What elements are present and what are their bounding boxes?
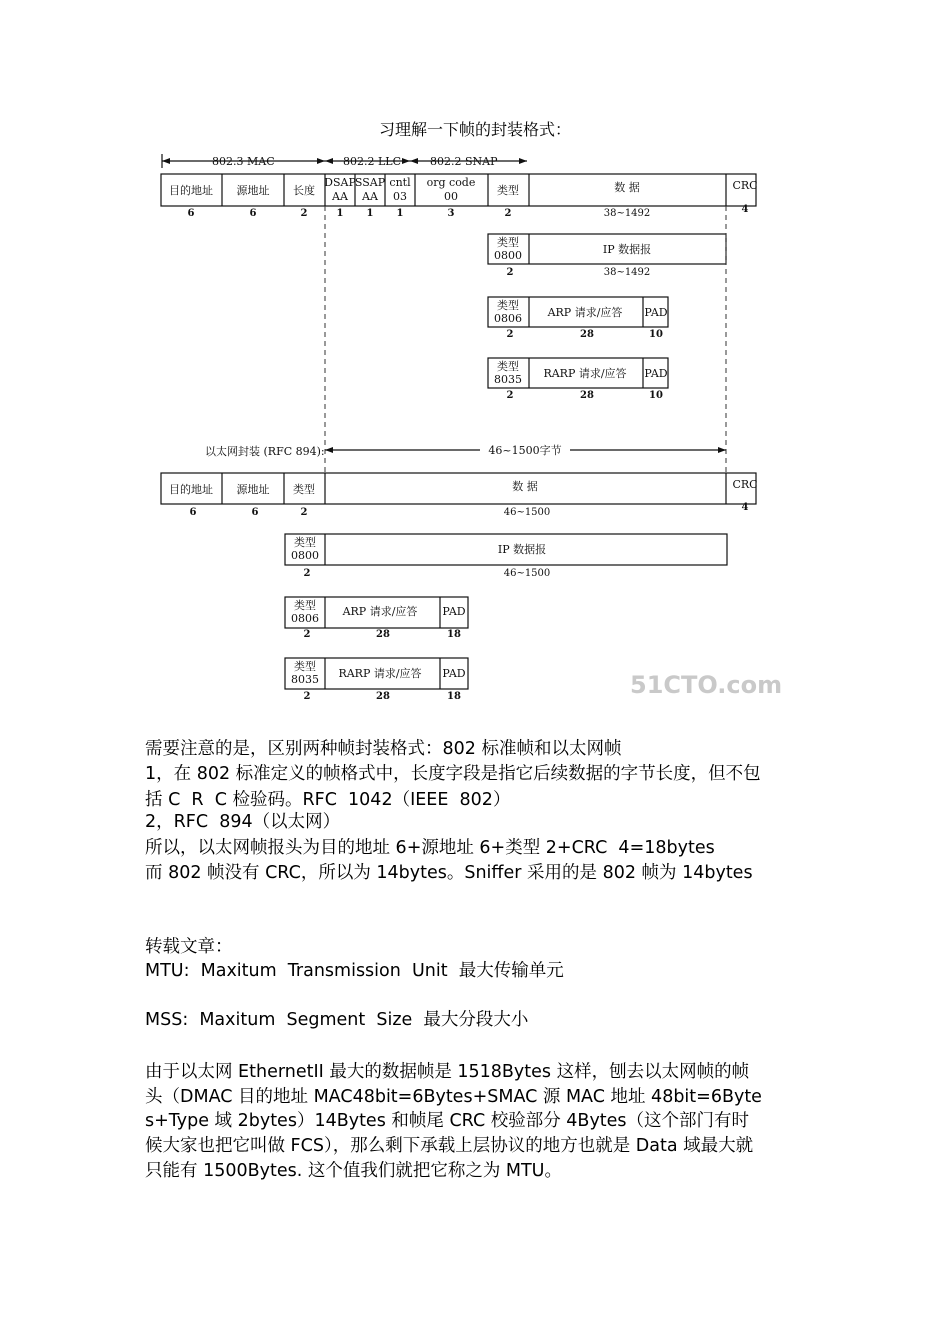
size-crc: 4 [741,204,749,215]
sub-size: 28 [376,691,390,702]
sub-size: 10 [649,390,663,401]
sub-size: 10 [649,329,663,340]
body-paragraph: 只能有 1500Bytes. 这个值我们就把它称之为 MTU。 [145,1161,562,1181]
sub-type-code: 8035 [494,373,522,386]
note-paragraph: 而 802 帧没有 CRC，所以为 14bytes。Sniffer 采用的是 802 帧为 14bytes [145,863,753,883]
sub-size: 2 [303,691,311,702]
note-paragraph: 所以，以太网帧报头为目的地址 6+源地址 6+类型 2+CRC 4=18bytes [145,838,715,858]
mss-definition: MSS: Maxitum Segment Size 最大分段大小 [145,1010,529,1030]
sub-type-label: 类型 [497,299,519,312]
note-paragraph: 1，在 802 标准定义的帧格式中，长度字段是指它后续数据的字节长度，但不包 [145,764,761,784]
sub-type-code: 0800 [291,549,319,562]
sub-pad: PAD [442,667,466,680]
ethernet-caption: 以太网封装 (RFC 894): [205,445,325,458]
size-data: 46~1500 [503,507,551,518]
page-heading: 习理解一下帧的封装格式： [378,120,571,139]
size-ssap: 1 [366,208,374,219]
size-crc: 4 [741,502,749,513]
sub-type-code: 0806 [291,612,319,625]
field-data: 数 据 [512,480,538,493]
size-dsap: 1 [336,208,344,219]
sub-type-label: 类型 [294,599,316,612]
size-src: 6 [251,507,259,518]
sub-size: 28 [580,390,594,401]
sub-pad: PAD [644,367,668,380]
body-paragraph: 头（DMAC 目的地址 MAC48bit=6Bytes+SMAC 源 MAC 地址 48bit=6Byte [145,1087,762,1107]
sub-size: 18 [447,691,461,702]
span-label-8022-snap: 802.2 SNAP [430,155,498,168]
sub-payload: RARP 请求/应答 [543,367,627,380]
body-paragraph: 由于以太网 EthernetII 最大的数据帧是 1518Bytes 这样，刨去以太网帧的帧 [145,1062,750,1082]
note-paragraph: 2，RFC 894（以太网） [145,812,341,832]
sub-size: 18 [447,629,461,640]
sub-size: 2 [303,629,311,640]
ethernet-range: 46~1500字节 [488,444,562,457]
size-dest: 6 [187,208,195,219]
field-cntl: cntl [389,176,411,189]
size-src: 6 [249,208,257,219]
sub-size: 28 [580,329,594,340]
sub-type-code: 0806 [494,312,522,325]
body-paragraph: 候大家也把它叫做 FCS），那么剩下承载上层协议的地方也就是 Data 域最大就 [145,1136,754,1156]
sub-type-code: 8035 [291,673,319,686]
span-label-8022-llc: 802.2 LLC [343,155,402,168]
field-dest-addr: 目的地址 [169,184,213,197]
size-dest: 6 [189,507,197,518]
sub-size: 2 [506,390,514,401]
size-cntl: 1 [396,208,404,219]
field-dest-addr: 目的地址 [169,483,213,496]
sub-pad: PAD [644,306,668,319]
field-org-code-value: 00 [444,190,458,203]
sub-type-label: 类型 [294,536,316,549]
sub-size: 2 [506,267,514,278]
field-ssap-value: AA [362,190,378,203]
sub-type-label: 类型 [497,236,519,249]
sub-size: 46~1500 [503,568,551,579]
watermark-logo: 51CTO.com [630,671,783,699]
sub-payload: ARP 请求/应答 [547,306,623,319]
field-type: 类型 [497,184,519,197]
sub-size: 2 [303,568,311,579]
sub-payload: IP 数据报 [602,243,652,256]
repost-label: 转载文章： [145,937,233,957]
mtu-definition: MTU: Maxitum Transmission Unit 最大传输单元 [145,961,564,981]
size-type: 2 [300,507,308,518]
sub-payload: IP 数据报 [497,543,547,556]
note-paragraph: 需要注意的是，区别两种帧封装格式：802 标准帧和以太网帧 [145,739,622,759]
field-ssap: SSAP [354,176,386,189]
sub-payload: ARP 请求/应答 [342,605,418,618]
sub-size: 28 [376,629,390,640]
field-data: 数 据 [614,181,640,194]
size-type: 2 [504,208,512,219]
size-length: 2 [300,208,308,219]
sub-type-code: 0800 [494,249,522,262]
sub-type-label: 类型 [497,360,519,373]
field-src-addr: 源地址 [236,184,270,197]
sub-size: 38~1492 [603,267,651,278]
field-cntl-value: 03 [393,190,407,203]
sub-payload: RARP 请求/应答 [338,667,422,680]
body-paragraph: s+Type 域 2bytes）14Bytes 和帧尾 CRC 校验部分 4Bytes（这个部门有时 [145,1111,750,1131]
field-crc: CRC [732,478,758,491]
field-src-addr: 源地址 [236,483,270,496]
sub-size: 2 [506,329,514,340]
size-data: 38~1492 [603,208,651,219]
field-length: 长度 [293,184,315,197]
field-dsap: DSAP [324,176,356,189]
note-paragraph: 括 C R C 检验码。RFC 1042（IEEE 802） [145,790,511,810]
field-type: 类型 [293,483,315,496]
sub-pad: PAD [442,605,466,618]
field-org-code: org code [426,176,476,189]
field-crc: CRC [732,179,758,192]
field-dsap-value: AA [332,190,348,203]
sub-type-label: 类型 [294,660,316,673]
span-label-8023: 802.3 MAC [212,155,275,168]
size-org: 3 [447,208,455,219]
